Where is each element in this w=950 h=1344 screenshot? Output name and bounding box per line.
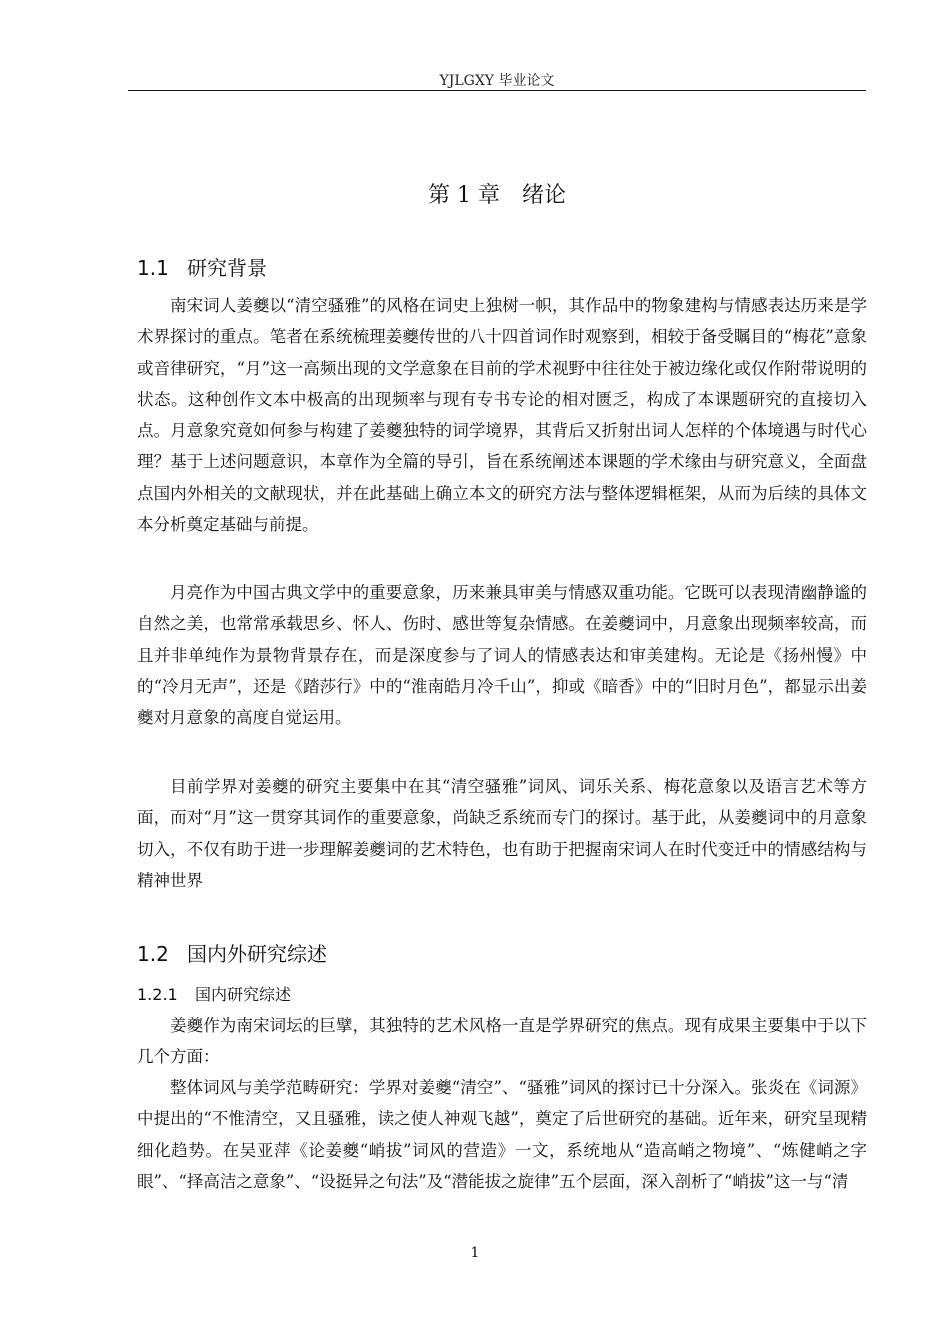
- section-title: 国内外研究综述: [187, 942, 327, 966]
- header-rule: [128, 90, 866, 91]
- body-paragraph: 姜夔作为南宋词坛的巨擘，其独特的艺术风格一直是学界研究的焦点。现有成果主要集中于以下几个方面：: [137, 1016, 867, 1067]
- section-heading-1-2: [137, 938, 327, 967]
- page-number: 1: [470, 1245, 480, 1261]
- body-paragraph: 月亮作为中国古典文学中的重要意象，历来兼具审美与情感双重功能。它既可以表现清幽静谧的自然之美，也常常承载思乡、怀人、伤时、感世等复杂情感。在姜夔词中，月意象出现频率较高，而且并非单纯作为景物背景存在，而是深度参与了词人的情感表达和审美建构。无论是《扬州慢》中的“冷月无声”，还是《踏莎行》中的“淮南皓月冷千山”，抑或《暗香》中的“旧时月色”，都显示出姜夔对月意象的高度自觉运用。: [137, 583, 867, 728]
- page-header: YJLGXY 毕业论文: [439, 73, 555, 89]
- section-number: 1.2: [137, 942, 169, 966]
- subsection-heading-1-2-1: [137, 982, 291, 1005]
- body-paragraph: 南宋词人姜夔以“清空骚雅”的风格在词史上独树一帜，其作品中的物象建构与情感表达历来是学术界探讨的重点。笔者在系统梳理姜夔传世的八十四首词作时观察到，相较于备受瞩目的“梅花”意象或音律研究，“月”这一高频出现的文学意象在目前的学术视野中往往处于被边缘化或仅作附带说明的状态。这种创作文本中极高的出现频率与现有专书专论的相对匮乏，构成了本课题研究的直接切入点。月意象究竟如何参与构建了姜夔独特的词学境界，其背后又折射出词人怎样的个体境遇与时代心理？基于上述问题意识，本章作为全篇的导引，旨在系统阐述本课题的学术缘由与研究意义，全面盘点国内外相关的文献现状，并在此基础上确立本文的研究方法与整体逻辑框架，从而为后续的具体文本分析奠定基础与前提。: [137, 296, 867, 535]
- body-paragraph: 整体词风与美学范畴研究：学界对姜夔“清空”、“骚雅”词风的探讨已十分深入。张炎在《词源》中提出的“不惟清空，又且骚雅，读之使人神观飞越”，奠定了后世研究的基础。近年来，研究呈现精细化趋势。在吴亚萍《论姜夔“峭拔”词风的营造》一文，系统地从“造高峭之物境”、“炼健峭之字眼”、“择高洁之意象”、“设挺异之句法”及“潜能拔之旋律”五个层面，深入剖析了“峭拔”这一与“清: [137, 1078, 867, 1191]
- section-title: 研究背景: [187, 256, 267, 280]
- section-heading-1-1: [137, 252, 267, 281]
- subsection-title: 国内研究综述: [195, 985, 292, 1004]
- section-number: 1.1: [137, 256, 169, 280]
- body-paragraph: 目前学界对姜夔的研究主要集中在其“清空骚雅”词风、词乐关系、梅花意象以及语言艺术等方面，而对“月”这一贯穿其词作的重要意象，尚缺乏系统而专门的探讨。基于此，从姜夔词中的月意象切入，不仅有助于进一步理解姜夔词的艺术特色，也有助于把握南宋词人在时代变迁中的情感结构与精神世界: [137, 777, 867, 890]
- chapter-title: 第 1 章 绪论: [428, 183, 566, 208]
- subsection-number: 1.2.1: [137, 985, 178, 1004]
